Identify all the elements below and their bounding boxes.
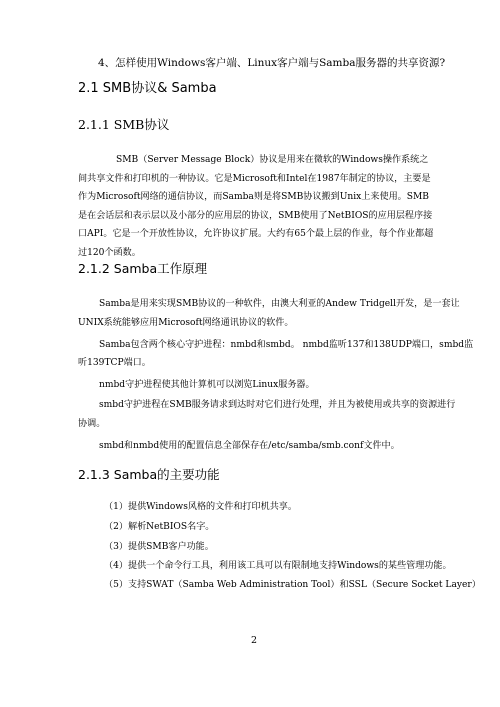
samba-p4-line1: smbd守护进程在SMB服务请求到达时对它们进行处理，并且为被使用或共享的资源进行 bbox=[99, 400, 456, 410]
samba-p1-line1: Samba是用来实现SMB协议的一种软件，由澳大利亚的Andew Tridgell开发，是一套让 bbox=[99, 299, 460, 309]
feature-item-4: （4）提供一个命令行工具，利用该工具可以有限制地支持Windows的某些管理功能。 bbox=[104, 561, 452, 571]
samba-p4-line2: 协调。 bbox=[78, 419, 106, 429]
heading-2-1-3: 2.1.3 Samba的主要功能 bbox=[78, 467, 220, 482]
heading-2-1-2: 2.1.2 Samba工作原理 bbox=[78, 261, 208, 276]
samba-p5-line1: smbd和nmbd使用的配置信息全部保存在/etc/samba/smb.conf文件中。 bbox=[99, 441, 400, 451]
feature-item-3: （3）提供SMB客户功能。 bbox=[104, 542, 214, 552]
question-line: 4、怎样使用Windows客户端、Linux客户端与Samba服务器的共享资源? bbox=[98, 57, 446, 69]
samba-p2-line2: 听139TCP端口。 bbox=[78, 358, 151, 368]
feature-item-5: （5）支持SWAT（Samba Web Administration Tool）和SSL（Secure Socket Layer） bbox=[104, 580, 481, 590]
feature-item-1: （1）提供Windows风格的文件和打印机共享。 bbox=[104, 502, 297, 512]
samba-p2-line1: Samba包含两个核心守护进程：nmbd和smbd。 nmbd监听137和138UDP端口，smbd监 bbox=[99, 340, 474, 350]
samba-p3-line1: nmbd守护进程使其他计算机可以浏览Linux服务器。 bbox=[99, 380, 315, 390]
feature-item-2: （2）解析NetBIOS名字。 bbox=[104, 522, 215, 532]
samba-p1-line2: UNIX系统能够应用Microsoft网络通讯协议的软件。 bbox=[78, 318, 294, 328]
heading-2-1: 2.1 SMB协议& Samba bbox=[78, 81, 217, 96]
smb-paragraph: SMB（Server Message Block）协议是用来在微软的Windows操作系统之间共享文件和打印机的一种协议。它是Microsoft和Intel在1987年制定的协议，主要是作为Microsoft网络的通信协议，而Samba则是将SMB协议搬到Unix上来使用。SMB是在会话层和表示层以及小部分的应用层的协议，SMB使用了NetBIOS的应用层程序接口API。它是一个开放性协议，允许协议扩展。大约有65个最上层的作业，每个作业都超过120个函数。 bbox=[78, 155, 434, 258]
page-number: 2 bbox=[251, 635, 258, 646]
heading-2-1-1: 2.1.1 SMB协议 bbox=[78, 117, 170, 132]
